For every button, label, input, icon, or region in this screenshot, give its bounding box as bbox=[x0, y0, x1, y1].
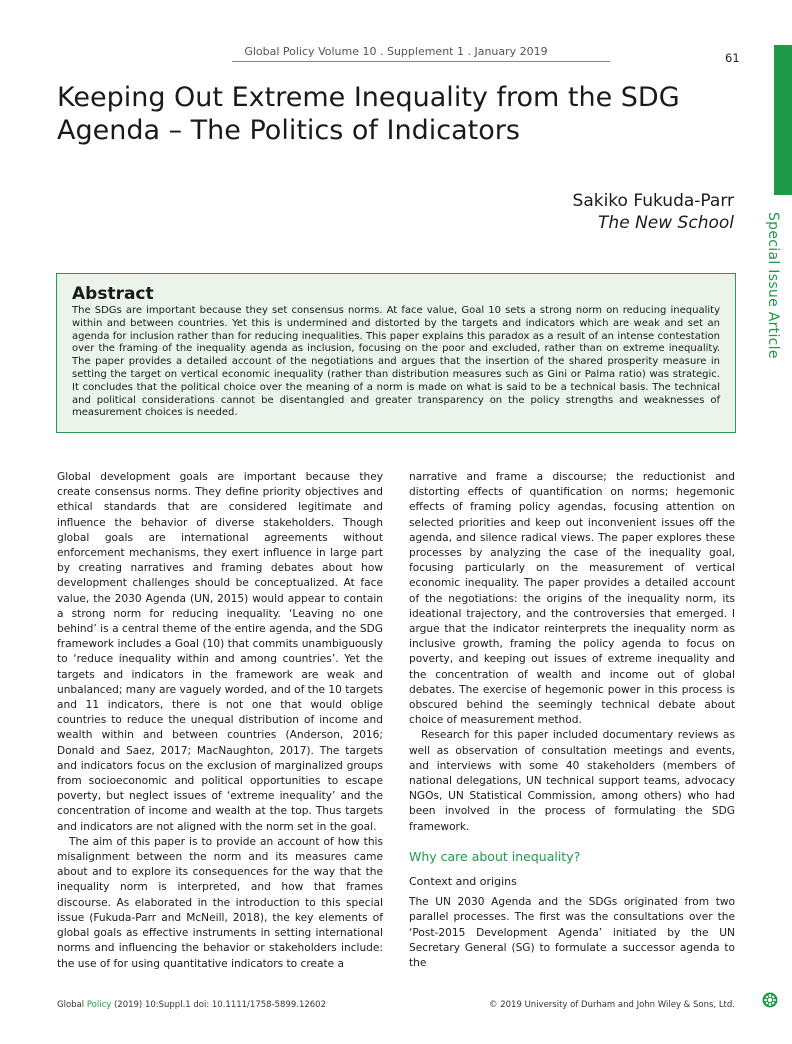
publisher-logo-icon bbox=[762, 992, 778, 1008]
page-number: 61 bbox=[725, 51, 740, 65]
footer-copyright: © 2019 University of Durham and John Wiley & Sons, Ltd. bbox=[489, 1000, 735, 1010]
footer-journal-policy: Policy bbox=[86, 1000, 112, 1010]
paragraph: narrative and frame a discourse; the reductionist and distorting effects of quantification on norms; hegemonic effects of framing policy agendas, focusing attention on selected priorities and keep out inconvenient issues off the agenda, and silence radical views. The paper explores these processes by analyzing the case of the inequality goal, focusing particularly on the measurement of vertical economic inequality. The paper provides a detailed account of the negotiations: the origins of the inequality norm, its ideational trajectory, and the controversies that emerged. I argue that the indicator reinterprets the inequality norm as inclusive growth, framing the policy agenda to focus on poverty, and keeping out issues of extreme inequality and the concentration of wealth and income out of global debates. The exercise of hegemonic power in this process is obscured behind the seemingly technical debate about choice of measurement method. bbox=[409, 471, 735, 727]
paragraph: The aim of this paper is to provide an account of how this misalignment between the norm and its measures came about and to explore its consequences for the way that the inequality norm is interpreted, and how that frames discourse. As elaborated in the introduction to this special issue (Fukuda-Parr and McNeill, 2018), the key elements of global goals as effective instruments in setting international norms and influencing the behavior or stakeholders include: the use of for using quantitative indicators to create a bbox=[57, 835, 383, 970]
author-affiliation: The New School bbox=[598, 213, 734, 233]
title-line-1: Keeping Out Extreme Inequality from the SDG bbox=[57, 82, 680, 113]
paragraph: Global development goals are important because they create consensus norms. They define priority objectives and ethical standards that are considered legitimate and influence the behavior of diverse stakeholders. Though global goals are international agreements without enforcement mechanisms, they exert influence in large part by creating narratives and framing debates about how development challenges should be conceptualized. At face value, the 2030 Agenda (UN, 2015) would appear to contain a strong norm for reducing inequality. ‘Leaving no one behind’ is a central theme of the entire agenda, and the SDG framework includes a Goal (10) that commits unambiguously to ‘reduce inequality within and among countries’. Yet the targets and indicators in the framework are weak and unbalanced; many are vaguely worded, and of the 10 targets and 11 indicators, there is not one that would oblige countries to reduce the unequal distribution of income and wealth within and between countries (Anderson, 2016; Donald and Saez, 2017; MacNaughton, 2017). The targets and indicators focus on the exclusion of marginalized groups from socioeconomic and political opportunities to escape poverty, but neglect issues of ‘extreme inequality’ and the concentration of income and wealth at the top. Thus targets and indicators are not aligned with the norm set in the goal. bbox=[57, 471, 383, 833]
paragraph: The UN 2030 Agenda and the SDGs originated from two parallel processes. The first was the consultations over the ‘Post-2015 Development Agenda’ initiated by the UN Secretary General (SG) to formulate a successor agenda to the bbox=[409, 896, 735, 970]
body-column-left bbox=[57, 470, 383, 972]
footer-citation bbox=[57, 1000, 326, 1010]
paragraph: Research for this paper included documentary reviews as well as observation of consultation meetings and events, and interviews with some 40 stakeholders (members of national delegations, UN technical support teams, advocacy NGOs, UN Statistical Commission, among others) who had been involved in the process of formulating the SDG framework. bbox=[409, 729, 735, 833]
article-type-label: Special Issue Article bbox=[765, 212, 781, 359]
subsection-heading: Context and origins bbox=[409, 875, 517, 889]
side-color-tab bbox=[774, 45, 792, 195]
footer-journal-global: Global bbox=[57, 1000, 85, 1010]
running-header: Global Policy Volume 10 . Supplement 1 . January 2019 bbox=[244, 45, 548, 58]
section-heading: Why care about inequality? bbox=[409, 848, 581, 864]
abstract-text: The SDGs are important because they set consensus norms. At face value, Goal 10 sets a strong norm on reducing inequality within and between countries. Yet this is undermined and distorted by the targets and indicators which are weak and set an agenda for inclusion rather than for reducing inequalities. This paper explains this paradox as a result of an intense contestation over the framing of the inequality agenda as inclusion, focusing on the poor and excluded, rather than on extreme inequality. The paper provides a detailed account of the negotiations and argues that the insertion of the shared prosperity measure in setting the target on vertical economic inequality (rather than distribution measures such as Gini or Palma ratio) was strategic. It concludes that the political choice over the meaning of a norm is made on what is said to be a technical basis. The technical and political considerations cannot be disentangled and greater transparency on the policy strengths and weaknesses of measurement choices is needed. bbox=[72, 305, 720, 419]
author-name: Sakiko Fukuda-Parr bbox=[572, 191, 734, 211]
footer-doi: (2019) 10:Suppl.1 doi: 10.1111/1758-5899.12602 bbox=[111, 1000, 326, 1010]
article-title bbox=[57, 81, 757, 147]
body-column-right bbox=[409, 470, 735, 971]
title-line-2: Agenda – The Politics of Indicators bbox=[57, 115, 520, 146]
abstract-heading: Abstract bbox=[72, 284, 154, 304]
header-rule bbox=[232, 61, 610, 62]
